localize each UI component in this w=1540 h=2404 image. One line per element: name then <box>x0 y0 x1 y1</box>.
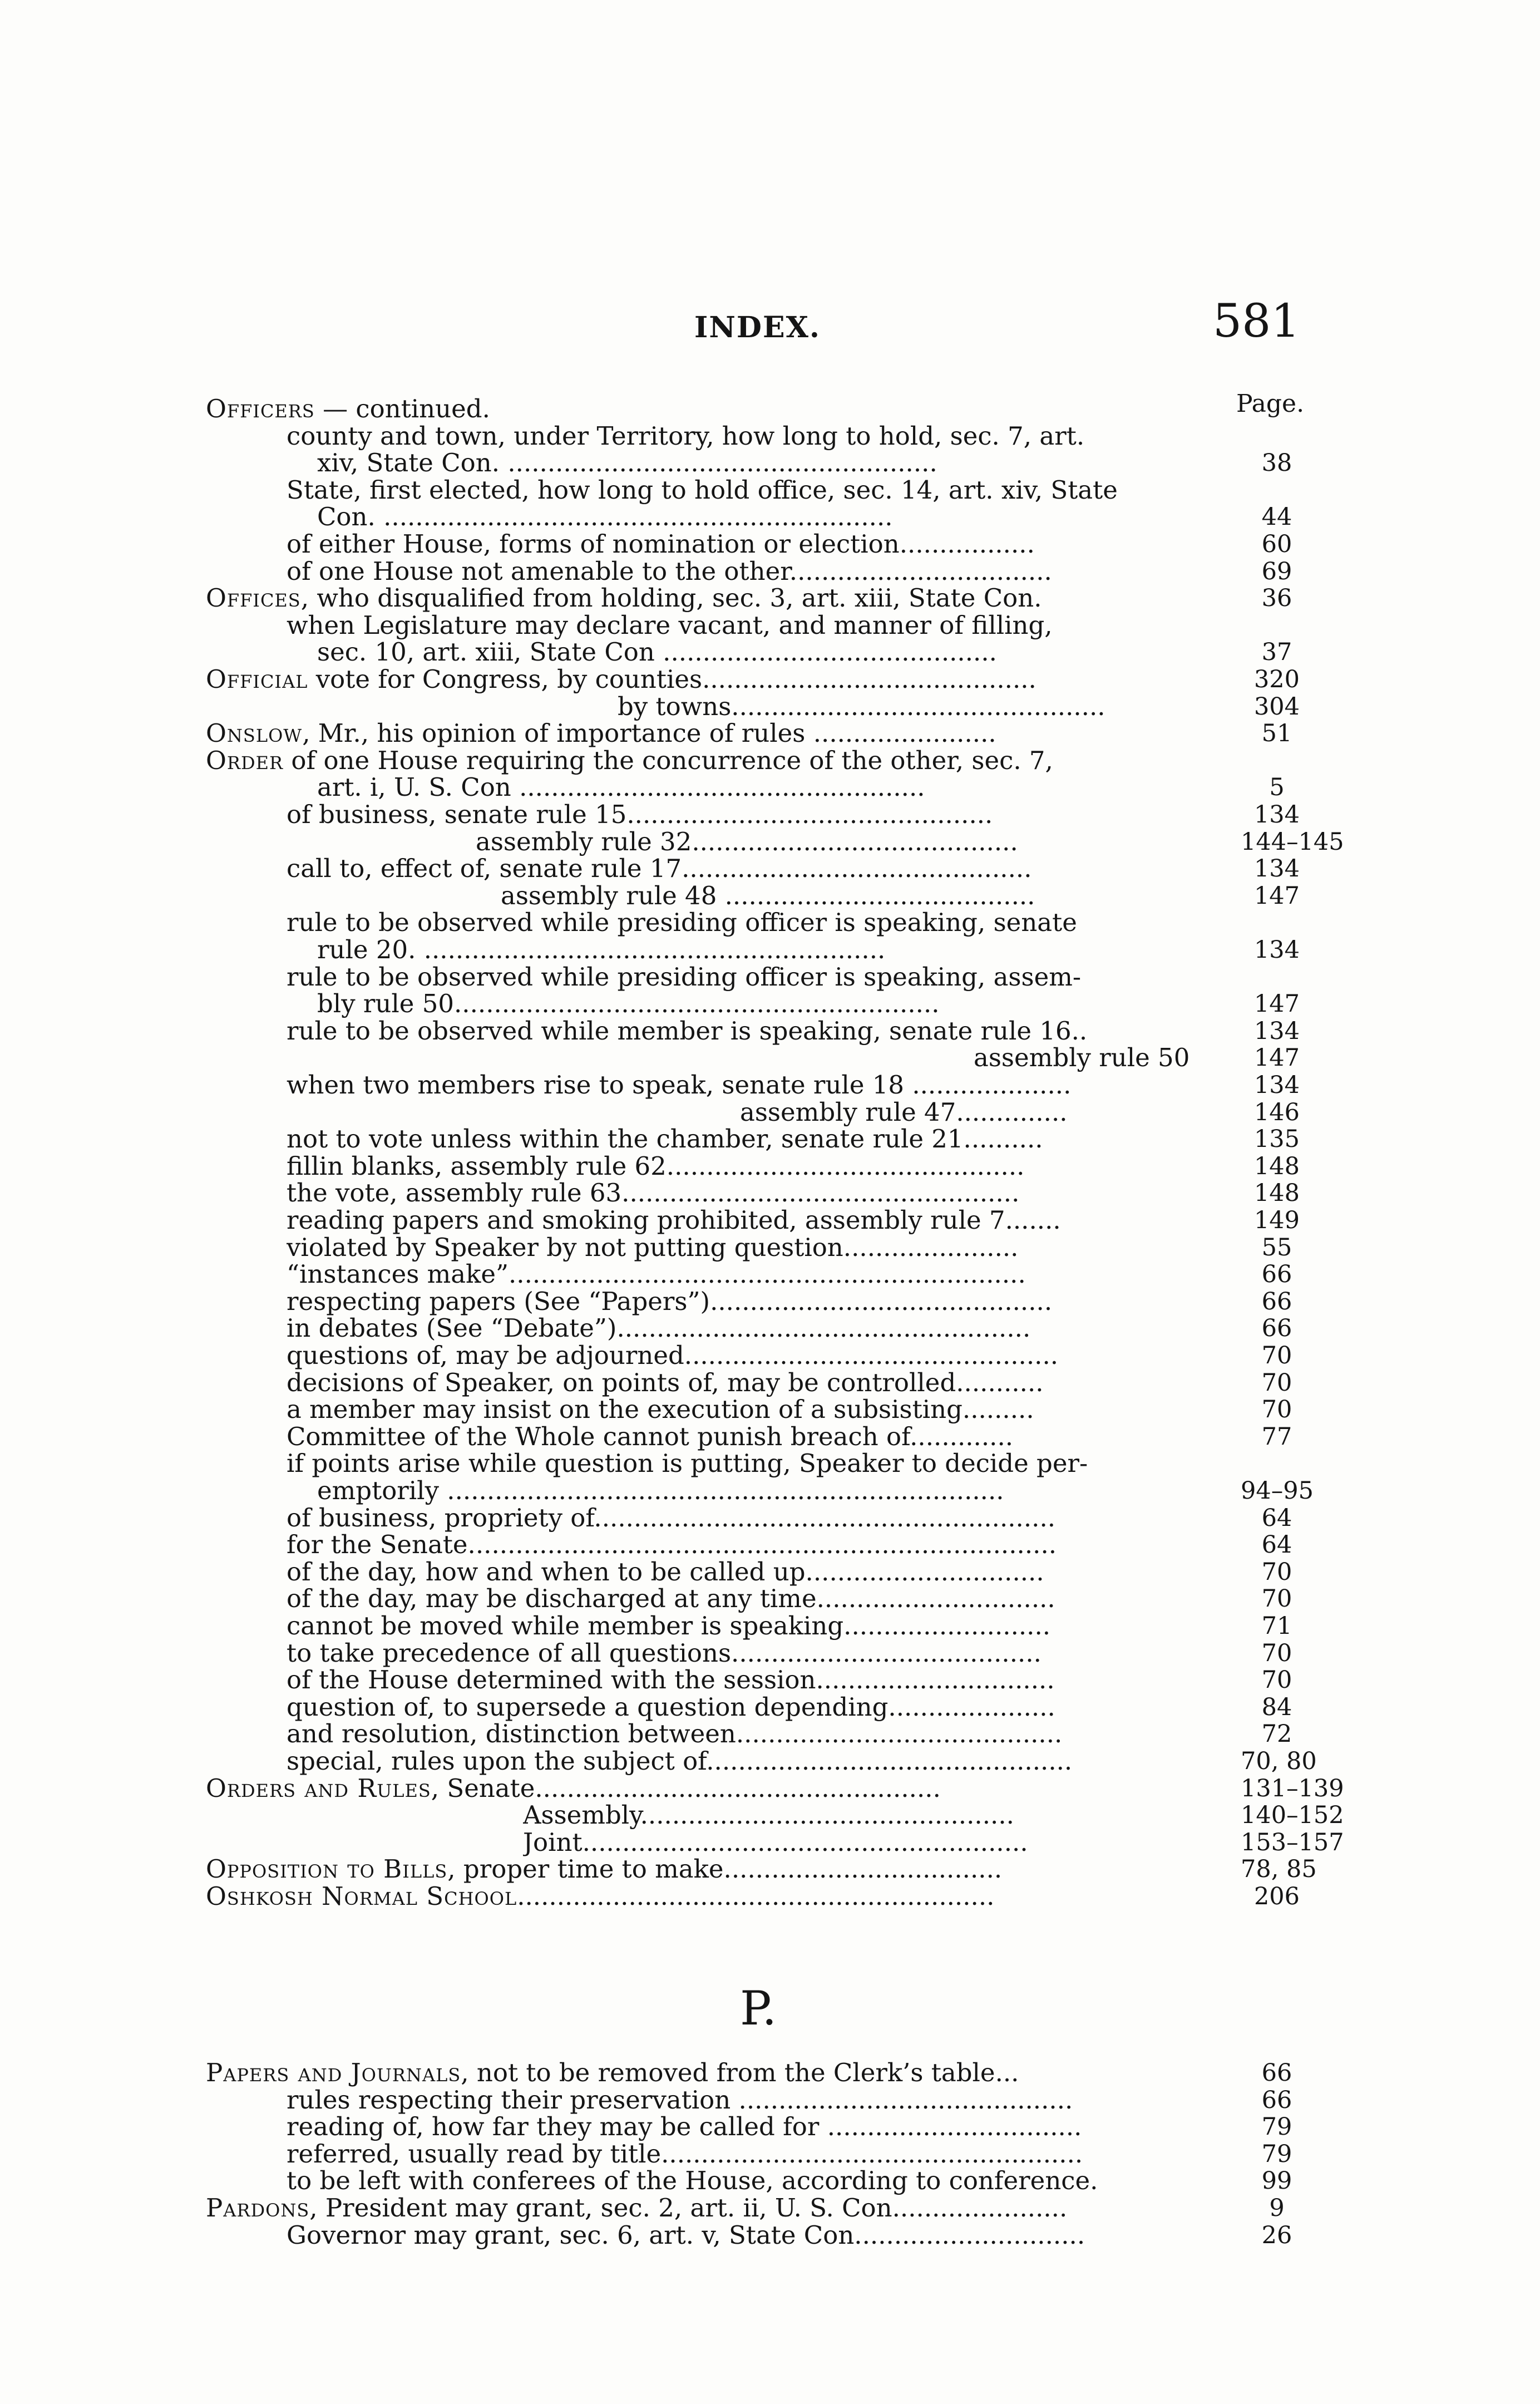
entry-text <box>317 936 885 964</box>
entry-body: of the day, may be discharged at any time.............................. <box>287 1585 1055 1613</box>
entry-body: rule to be observed while member is speaking, senate rule 16.. <box>287 1017 1088 1045</box>
entry-text <box>287 612 1053 639</box>
entry-text <box>317 1477 1004 1505</box>
entry-page: 134 <box>1253 801 1300 829</box>
index-entry <box>206 1098 1319 1126</box>
entry-text <box>476 828 1018 856</box>
entry-page: 94–95 <box>1241 1477 1314 1505</box>
entry-text <box>317 503 893 531</box>
entry-text <box>501 882 1035 910</box>
entry-page: 5 <box>1269 774 1285 802</box>
index-entry <box>206 963 1319 991</box>
entry-text <box>287 1125 1043 1153</box>
entry-text <box>287 1071 1071 1099</box>
index-entry <box>206 1396 1319 1423</box>
entry-text <box>287 2086 1073 2114</box>
entry-page: 72 <box>1261 1720 1292 1748</box>
entry-body: decisions of Speaker, on points of, may be controlled........... <box>287 1368 1044 1397</box>
entry-page: 134 <box>1253 1017 1300 1045</box>
index-entry <box>206 2194 1319 2222</box>
entry-body: sec. 10, art. xiii, State Con .......................................... <box>317 638 997 667</box>
entry-page: 77 <box>1261 1422 1292 1451</box>
index-entry <box>206 449 1319 477</box>
index-entry <box>206 2221 1319 2249</box>
entry-body: violated by Speaker by not putting question...................... <box>287 1233 1019 1262</box>
entry-text <box>287 1206 1061 1234</box>
entry-text <box>287 1179 1019 1207</box>
entry-body: xiv, State Con. ...................................................... <box>317 449 937 477</box>
entry-text <box>206 1883 994 1910</box>
entry-page: 51 <box>1261 720 1292 748</box>
entry-body: special, rules upon the subject of.............................................. <box>287 1747 1073 1775</box>
entry-page: 148 <box>1253 1179 1300 1208</box>
entry-body: assembly rule 32......................................... <box>476 827 1018 856</box>
entry-body: county and town, under Territory, how long to hold, sec. 7, art. <box>287 422 1085 450</box>
entry-text <box>287 2221 1085 2249</box>
entry-body: of the day, how and when to be called up.............................. <box>287 1558 1044 1586</box>
index-entry <box>206 395 1319 423</box>
entry-page: 144–145 <box>1241 827 1344 856</box>
entry-page: 37 <box>1261 638 1292 667</box>
entry-body: rules respecting their preservation .......................................... <box>287 2086 1073 2114</box>
entry-body: to be left with conferees of the House, according to conference. <box>287 2167 1098 2195</box>
entry-page: 70 <box>1261 1639 1292 1667</box>
entry-body: vote for Congress, by counties.......................................... <box>308 666 1036 693</box>
entry-text <box>317 774 925 801</box>
index-entry <box>206 1369 1319 1397</box>
entry-page: 69 <box>1261 557 1292 585</box>
entry-text <box>523 1829 1028 1856</box>
entry-text <box>317 449 937 477</box>
entry-body: , President may grant, sec. 2, art. ii, U. S. Con...................... <box>309 2194 1068 2222</box>
index-entry <box>206 1260 1319 1288</box>
entry-body: , Mr., his opinion of importance of rules ....................... <box>302 720 996 748</box>
index-entry <box>206 1531 1319 1559</box>
entry-page: 134 <box>1253 855 1300 883</box>
entry-text <box>287 558 1052 585</box>
entry-text <box>974 1044 1189 1072</box>
entry-text <box>206 584 1042 612</box>
entry-text <box>206 747 1053 775</box>
entry-body: referred, usually read by title..................................................... <box>287 2140 1083 2168</box>
entry-page: 206 <box>1253 1883 1300 1910</box>
page-number: 581 <box>1213 295 1300 348</box>
entry-text <box>206 395 490 423</box>
index-entry <box>206 1693 1319 1721</box>
entry-body: question of, to supersede a question depending..................... <box>287 1693 1055 1721</box>
entry-text <box>287 2113 1082 2141</box>
entry-body: if points arise while question is putting, Speaker to decide per- <box>287 1450 1088 1478</box>
entry-text <box>287 855 1032 883</box>
entry-heading: Oshkosh Normal School <box>206 1883 517 1910</box>
index-entry <box>206 1720 1319 1748</box>
entry-body: Con. ................................................................ <box>317 503 893 531</box>
entry-text <box>287 1260 1026 1288</box>
entry-heading: Order <box>206 746 284 775</box>
entry-text <box>618 693 1105 721</box>
entry-body: not to vote unless within the chamber, senate rule 21.......... <box>287 1125 1043 1154</box>
entry-page: 70 <box>1261 1368 1292 1397</box>
entry-body: of one House not amenable to the other................................. <box>287 557 1052 585</box>
entry-page: 148 <box>1253 1152 1300 1180</box>
index-entry <box>206 1883 1319 1910</box>
entry-heading: Orders and Rules <box>206 1774 431 1802</box>
entry-text <box>317 638 997 666</box>
entry-page: 79 <box>1261 2140 1292 2168</box>
entry-page: 84 <box>1261 1693 1292 1721</box>
entry-page: 71 <box>1261 1612 1292 1640</box>
entry-text <box>287 909 1077 937</box>
entry-page: 78, 85 <box>1241 1855 1317 1884</box>
index-entry <box>206 1342 1319 1370</box>
entry-body: assembly rule 48 ....................................... <box>501 881 1035 910</box>
entry-body: emptorily ...................................................................... <box>317 1477 1004 1505</box>
entry-body: respecting papers (See “Papers”)........................................... <box>287 1287 1053 1316</box>
index-entry <box>206 990 1319 1018</box>
entry-page: 147 <box>1253 990 1300 1018</box>
index-entry <box>206 1017 1319 1045</box>
entry-body: bly rule 50............................................................. <box>317 990 940 1018</box>
entry-body: and resolution, distinction between......................................... <box>287 1720 1063 1748</box>
entry-body: to take precedence of all questions....................................... <box>287 1639 1042 1667</box>
page-column-label: Page. <box>1236 390 1305 418</box>
entry-text <box>287 1693 1055 1721</box>
entry-text <box>287 2140 1083 2168</box>
entry-body: of one House requiring the concurrence of the other, sec. 7, <box>283 746 1053 775</box>
entry-page: 70 <box>1261 1585 1292 1613</box>
entry-text <box>287 1585 1055 1613</box>
entry-body: assembly rule 47.............. <box>740 1098 1068 1126</box>
entry-body: cannot be moved while member is speaking.......................... <box>287 1612 1051 1640</box>
index-entry <box>206 2167 1319 2195</box>
entry-text <box>206 2059 1019 2087</box>
entry-body: a member may insist on the execution of a subsisting......... <box>287 1396 1034 1424</box>
running-title: INDEX. <box>694 311 821 344</box>
entry-body: for the Senate.......................................................................... <box>287 1531 1057 1559</box>
index-entry <box>206 1612 1319 1640</box>
entry-text <box>287 422 1084 450</box>
entry-page: 64 <box>1261 1504 1292 1532</box>
index-entry <box>206 936 1319 964</box>
entry-page: 134 <box>1253 936 1300 964</box>
index-entry <box>206 503 1319 531</box>
index-entry <box>206 2140 1319 2168</box>
entry-page: 60 <box>1261 530 1292 558</box>
index-entry <box>206 1477 1319 1505</box>
entry-page: 99 <box>1261 2167 1292 2195</box>
index-entry <box>206 774 1319 801</box>
index-entry <box>206 1044 1319 1072</box>
entry-page: 55 <box>1261 1233 1292 1262</box>
entry-heading: Offices <box>206 584 301 613</box>
entry-text <box>287 1017 1087 1045</box>
section-letter: P. <box>740 1981 777 2036</box>
entry-text <box>287 2167 1098 2195</box>
entry-body: reading papers and smoking prohibited, assembly rule 7....... <box>287 1206 1061 1234</box>
entry-body: of business, propriety of.......................................................... <box>287 1504 1056 1532</box>
entry-page: 36 <box>1261 584 1292 613</box>
index-entry <box>206 666 1319 693</box>
entry-text <box>287 476 1118 504</box>
entry-heading: Opposition to Bills <box>206 1855 448 1884</box>
index-entry <box>206 1423 1319 1451</box>
entry-text <box>206 1855 1002 1883</box>
entry-page: 131–139 <box>1241 1774 1344 1802</box>
entry-heading: Onslow <box>206 720 303 748</box>
index-entry <box>206 855 1319 883</box>
index-entry <box>206 1855 1319 1883</box>
entry-page: 147 <box>1253 1044 1300 1072</box>
entry-text <box>206 666 1036 693</box>
index-entry <box>206 693 1319 721</box>
entry-body: Governor may grant, sec. 6, art. v, State Con............................. <box>287 2221 1085 2249</box>
entry-page: 9 <box>1269 2194 1285 2222</box>
entry-body: of the House determined with the session.............................. <box>287 1666 1055 1694</box>
index-entry <box>206 1152 1319 1180</box>
entry-body: Joint........................................................ <box>523 1828 1028 1856</box>
entry-page: 146 <box>1253 1098 1300 1126</box>
index-entry <box>206 638 1319 666</box>
entry-text <box>287 1504 1055 1532</box>
entry-body: by towns............................................... <box>618 692 1105 721</box>
index-entry <box>206 1558 1319 1586</box>
entry-text <box>317 990 940 1018</box>
entry-page: 66 <box>1261 1314 1292 1343</box>
entry-text <box>287 1288 1052 1316</box>
entry-text <box>287 1396 1034 1423</box>
entry-body: rule 20. .......................................................... <box>317 936 886 964</box>
entry-body: when Legislature may declare vacant, and manner of filling, <box>287 611 1053 639</box>
entry-page: 304 <box>1253 692 1300 721</box>
index-entry <box>206 476 1319 504</box>
entry-body: art. i, U. S. Con ................................................... <box>317 774 925 802</box>
index-entry <box>206 1504 1319 1532</box>
index-entry <box>206 2059 1319 2087</box>
entry-body: of either House, forms of nomination or election................. <box>287 530 1035 558</box>
index-entry <box>206 1314 1319 1342</box>
entry-body: questions of, may be adjourned............................................... <box>287 1342 1059 1370</box>
entry-body: Assembly............................................... <box>523 1801 1014 1830</box>
index-entry <box>206 2113 1319 2141</box>
entry-text <box>287 1558 1044 1586</box>
entry-body: rule to be observed while presiding officer is speaking, senate <box>287 909 1077 937</box>
index-entry <box>206 1234 1319 1262</box>
entry-text <box>287 1531 1057 1559</box>
index-entry <box>206 1666 1319 1694</box>
entry-page: 66 <box>1261 1287 1292 1316</box>
entry-text <box>287 1612 1050 1640</box>
entry-page: 153–157 <box>1241 1828 1344 1856</box>
entry-page: 44 <box>1261 503 1292 531</box>
index-entry <box>206 1206 1319 1234</box>
entry-page: 147 <box>1253 881 1300 910</box>
index-entry <box>206 882 1319 910</box>
entry-heading: Official <box>206 666 308 693</box>
entry-body: fillin blanks, assembly rule 62............................................. <box>287 1152 1025 1180</box>
entry-text <box>287 1314 1030 1342</box>
index-entry <box>206 1828 1344 1856</box>
entry-body: of business, senate rule 15.............................................. <box>287 801 993 829</box>
entry-page: 66 <box>1261 2086 1292 2114</box>
entry-page: 140–152 <box>1241 1801 1344 1830</box>
index-entry <box>206 612 1319 639</box>
entry-page: 320 <box>1253 666 1300 693</box>
entry-body: call to, effect of, senate rule 17............................................ <box>287 855 1032 883</box>
entry-body: State, first elected, how long to hold office, sec. 14, art. xiv, State <box>287 476 1118 504</box>
entry-text <box>206 1775 941 1802</box>
entry-heading: Papers and Journals <box>206 2059 461 2087</box>
entry-text <box>740 1098 1068 1126</box>
entry-text <box>287 1720 1062 1748</box>
entry-body: Committee of the Whole cannot punish breach of............. <box>287 1422 1014 1451</box>
index-entry <box>206 1071 1319 1099</box>
entry-page: 70 <box>1261 1666 1292 1694</box>
entry-text <box>206 2194 1067 2222</box>
entry-page: 64 <box>1261 1531 1292 1559</box>
entry-body: , Senate................................................... <box>431 1774 941 1802</box>
index-entry <box>206 1639 1319 1667</box>
entry-page: 79 <box>1261 2113 1292 2141</box>
entry-text <box>287 1423 1013 1451</box>
entry-body: when two members rise to speak, senate rule 18 .................... <box>287 1071 1072 1099</box>
entry-text <box>287 530 1035 558</box>
entry-body: rule to be observed while presiding officer is speaking, assem- <box>287 963 1082 991</box>
index-entry <box>206 422 1319 450</box>
index-entry <box>206 558 1319 585</box>
entry-body: “instances make”................................................................. <box>287 1260 1026 1289</box>
entry-text <box>523 1801 1014 1829</box>
entry-body: reading of, how far they may be called for ................................ <box>287 2113 1082 2141</box>
entry-heading: Pardons <box>206 2194 310 2222</box>
entry-body: assembly rule 50 <box>974 1044 1190 1072</box>
entry-page: 135 <box>1253 1125 1300 1154</box>
entry-body: , proper time to make................................... <box>447 1855 1003 1884</box>
entry-page: 149 <box>1253 1206 1300 1234</box>
entry-page: 70 <box>1261 1396 1292 1424</box>
entry-page: 26 <box>1261 2221 1292 2249</box>
index-entry <box>206 584 1319 612</box>
index-entry <box>206 801 1319 829</box>
index-entry <box>206 1774 1344 1802</box>
index-entry <box>206 747 1319 775</box>
entry-body: , who disqualified from holding, sec. 3, art. xiii, State Con. <box>300 584 1042 613</box>
entry-page: 70 <box>1261 1558 1292 1586</box>
index-entry <box>206 1450 1319 1477</box>
index-entry <box>206 720 1319 747</box>
entry-text <box>287 1666 1055 1694</box>
entry-text <box>287 1342 1058 1370</box>
index-entry <box>206 1747 1319 1775</box>
entry-page: 70 <box>1261 1342 1292 1370</box>
entry-page: 70, 80 <box>1241 1747 1317 1775</box>
entry-text <box>287 1152 1024 1180</box>
entry-text <box>287 1747 1072 1775</box>
page-header <box>0 289 1540 356</box>
index-entry <box>206 2086 1319 2114</box>
index-entry <box>206 1288 1319 1316</box>
entry-body: , not to be removed from the Clerk’s table... <box>461 2059 1019 2087</box>
entry-text <box>287 1639 1042 1667</box>
entry-body: — continued. <box>314 395 490 423</box>
entry-text <box>287 963 1081 991</box>
entry-page: 66 <box>1261 1260 1292 1289</box>
index-entry <box>206 909 1319 937</box>
index-entry <box>206 1179 1319 1207</box>
entry-body: ............................................................ <box>517 1883 995 1910</box>
index-entry <box>206 1585 1319 1613</box>
entry-body: the vote, assembly rule 63.................................................. <box>287 1179 1020 1208</box>
entry-page: 66 <box>1261 2059 1292 2087</box>
entry-heading: Officers <box>206 395 315 423</box>
entry-page: 134 <box>1253 1071 1300 1099</box>
entry-text <box>287 1369 1044 1397</box>
entry-text <box>287 1234 1018 1262</box>
entry-page: 38 <box>1261 449 1292 477</box>
index-entry <box>206 1125 1319 1153</box>
index-entry <box>206 1801 1344 1830</box>
entry-body: in debates (See “Debate”).................................................... <box>287 1314 1031 1343</box>
index-entry <box>206 530 1319 558</box>
index-entry <box>206 827 1344 856</box>
entry-text <box>287 1450 1088 1477</box>
entry-text <box>287 801 993 829</box>
entry-text <box>206 720 996 747</box>
